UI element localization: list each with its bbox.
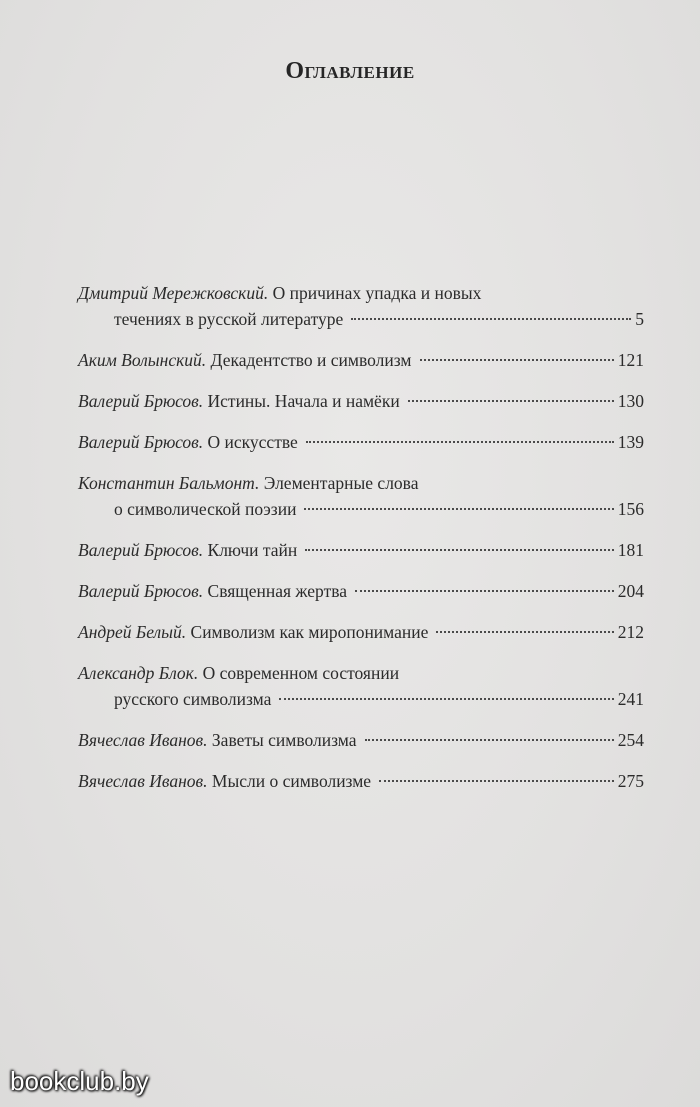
toc-entry-line1	[78, 470, 644, 496]
toc-title: О современном состоянии	[202, 663, 400, 683]
toc-entry[interactable]	[78, 727, 644, 753]
toc-author: Андрей Белый.	[78, 622, 187, 642]
toc-page-number: 181	[617, 540, 644, 560]
toc-title: О причинах упадка и новых	[272, 283, 482, 303]
toc-text	[78, 347, 412, 373]
toc-entry-line2	[78, 306, 644, 332]
toc-page-number: 275	[617, 771, 644, 791]
toc-entry[interactable]	[78, 660, 644, 712]
toc-entry[interactable]	[78, 619, 644, 645]
watermark: bookclub.by	[10, 1066, 149, 1096]
toc-author: Константин Бальмонт.	[78, 473, 260, 493]
toc-page-number: 254	[617, 730, 644, 750]
toc-title: Ключи тайн	[207, 540, 298, 560]
leader-dots	[365, 739, 614, 741]
toc-entry[interactable]	[78, 537, 644, 563]
toc-title: Истины. Начала и намёки	[207, 391, 400, 411]
toc-text	[78, 388, 400, 414]
toc-title: Декадентство и символизм	[210, 350, 412, 370]
toc-entry[interactable]	[78, 429, 644, 455]
toc-entry-line1	[78, 660, 644, 686]
toc-page-number: 156	[617, 499, 644, 519]
toc-entry[interactable]	[78, 347, 644, 373]
toc-title: О искусстве	[207, 432, 298, 452]
toc-page-number: 212	[617, 622, 644, 642]
toc-author: Александр Блок.	[78, 663, 199, 683]
table-of-contents	[78, 280, 644, 809]
toc-text	[78, 578, 347, 604]
leader-dots	[305, 549, 614, 551]
toc-page-number: 130	[617, 391, 644, 411]
leader-dots	[355, 590, 614, 592]
toc-author: Дмитрий Мережковский.	[78, 283, 269, 303]
toc-text	[78, 768, 371, 794]
leader-dots	[436, 631, 613, 633]
toc-title-cont: русского символизма	[114, 689, 272, 709]
toc-entry-line1	[78, 280, 644, 306]
toc-title: Священная жертва	[207, 581, 348, 601]
toc-entry[interactable]	[78, 388, 644, 414]
leader-dots	[306, 441, 614, 443]
toc-page-number: 121	[617, 350, 644, 370]
toc-title: Мысли о символизме	[211, 771, 372, 791]
toc-text	[78, 429, 298, 455]
toc-author: Вячеслав Иванов.	[78, 771, 208, 791]
leader-dots	[379, 780, 614, 782]
leader-dots	[279, 698, 613, 700]
toc-title-cont: о символической поэзии	[114, 499, 297, 519]
toc-text	[78, 619, 428, 645]
toc-author: Валерий Брюсов.	[78, 391, 204, 411]
page-title: Оглавление	[285, 58, 415, 84]
toc-title: Символизм как миропонимание	[190, 622, 429, 642]
toc-entry[interactable]	[78, 280, 644, 332]
toc-entry-line2	[78, 496, 644, 522]
toc-entry-line2	[78, 686, 644, 712]
toc-text	[78, 727, 357, 753]
toc-entry[interactable]	[78, 578, 644, 604]
toc-page-number: 139	[617, 432, 644, 452]
toc-entry[interactable]	[78, 768, 644, 794]
leader-dots	[304, 508, 613, 510]
leader-dots	[351, 318, 631, 320]
toc-author: Аким Волынский.	[78, 350, 207, 370]
toc-page-number: 241	[617, 689, 644, 709]
leader-dots	[408, 400, 614, 402]
toc-author: Валерий Брюсов.	[78, 540, 204, 560]
toc-page-number: 204	[617, 581, 644, 601]
toc-title: Заветы символизма	[211, 730, 357, 750]
toc-author: Валерий Брюсов.	[78, 432, 204, 452]
toc-title-cont: течениях в русской литературе	[114, 309, 344, 329]
toc-title: Элементарные слова	[263, 473, 419, 493]
toc-author: Вячеслав Иванов.	[78, 730, 208, 750]
toc-text	[78, 537, 297, 563]
toc-author: Валерий Брюсов.	[78, 581, 204, 601]
leader-dots	[420, 359, 614, 361]
toc-page-number: 5	[635, 309, 644, 329]
toc-entry[interactable]	[78, 470, 644, 522]
